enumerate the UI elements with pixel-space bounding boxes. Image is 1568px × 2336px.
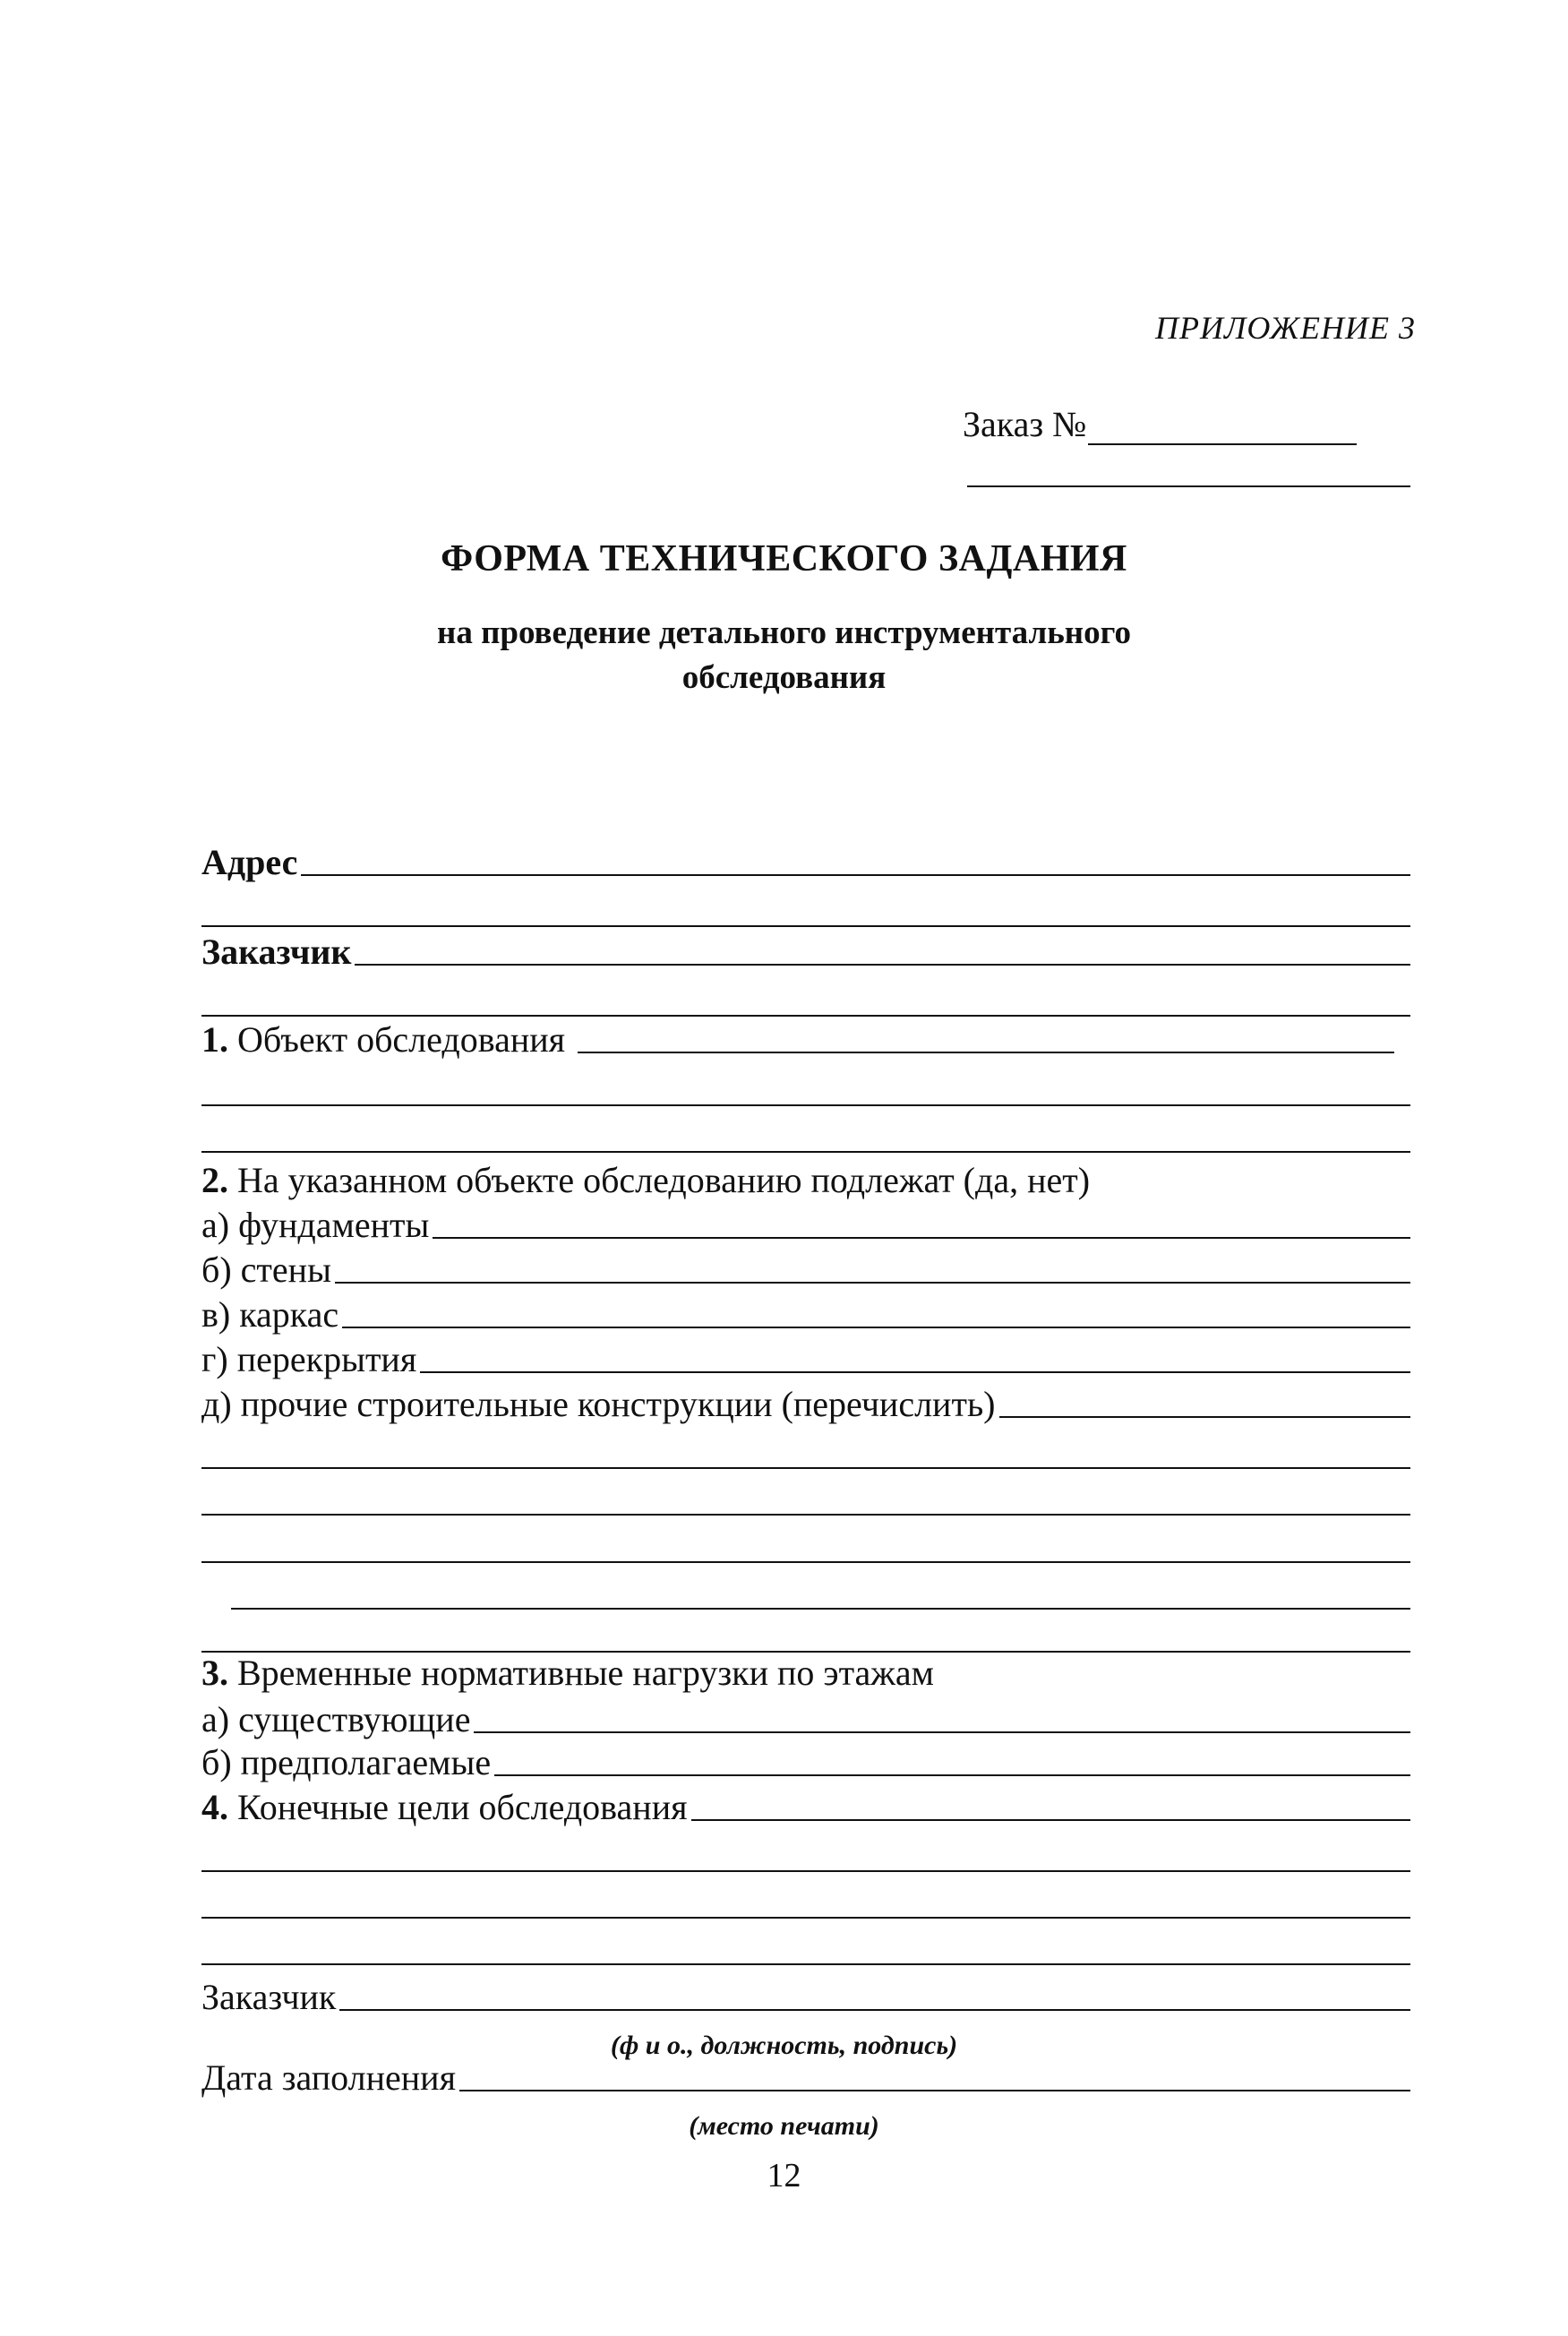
other-structures-field[interactable] [999,1416,1410,1418]
order-number-extra-line[interactable] [967,485,1410,487]
date-label: Дата заполнения [201,2057,456,2098]
section-3-heading [201,1653,1410,1694]
section-3-number: 3. [201,1653,228,1693]
signature-customer-label: Заказчик [201,1977,337,2017]
section-1-line-2[interactable] [201,1104,1410,1106]
customer-extra-line[interactable] [201,1015,1410,1017]
appendix-label: ПРИЛОЖЕНИЕ 3 [1155,310,1416,346]
walls-field[interactable] [335,1282,1410,1284]
page-subtitle [0,611,1568,700]
order-number-label: Заказ № [963,404,1087,444]
section-2-heading [201,1160,1410,1201]
date-field[interactable] [459,2090,1410,2091]
section-1-field[interactable] [578,1052,1394,1053]
address-row [201,842,1410,883]
customer-label: Заказчик [201,932,352,972]
order-number-field[interactable] [1088,408,1357,445]
signature-field[interactable] [339,2009,1410,2011]
section-1-row [201,1019,1410,1061]
customer-row [201,932,1410,973]
other-structures-line-5[interactable] [231,1608,1410,1610]
section-4-number: 4. [201,1787,228,1827]
signature-row [201,1977,1410,2018]
item-label: б) стены [201,1250,331,1290]
section-2-item-d [201,1339,1410,1380]
address-extra-line[interactable] [201,925,1410,927]
page-title: ФОРМА ТЕХНИЧЕСКОГО ЗАДАНИЯ [441,538,1127,580]
order-number-row [963,403,1357,445]
survey-goals-field[interactable] [691,1819,1411,1821]
survey-goals-line-2[interactable] [201,1870,1410,1872]
section-2-item-e [201,1384,1410,1425]
stamp-hint: (место печати) [689,2111,879,2141]
section-4-row [201,1787,1410,1828]
existing-loads-field[interactable] [474,1731,1410,1733]
address-field[interactable] [301,874,1410,876]
section-3-item-a [201,1699,1410,1740]
section-3-item-b [201,1742,1410,1783]
item-label: в) каркас [201,1294,339,1335]
item-label: а) фундаменты [201,1205,430,1245]
other-structures-line-2[interactable] [201,1467,1410,1469]
address-label: Адрес [201,842,298,882]
section-2-item-b [201,1250,1410,1291]
subtitle-line-2: обследования [681,659,887,696]
foundations-field[interactable] [433,1237,1410,1239]
section-1-label: Объект обследования [237,1019,566,1060]
signature-hint: (ф и о., должность, подпись) [610,2031,958,2060]
survey-goals-line-3[interactable] [201,1917,1410,1919]
item-label: г) перекрытия [201,1339,417,1379]
section-2-item-a [201,1205,1410,1246]
section-1-line-3[interactable] [201,1151,1410,1153]
section-4-label: Конечные цели обследования [237,1787,688,1827]
frame-field[interactable] [342,1327,1410,1328]
customer-field[interactable] [355,964,1410,966]
section-2-label: На указанном объекте обследованию подлежат (да, нет) [237,1160,1091,1200]
expected-loads-field[interactable] [494,1774,1410,1776]
page-number: 12 [767,2157,801,2194]
date-row [201,2057,1410,2099]
other-structures-line-4[interactable] [201,1561,1410,1563]
section-2-number: 2. [201,1160,228,1200]
section-2-item-c [201,1294,1410,1335]
other-structures-line-3[interactable] [201,1514,1410,1516]
section-3-label: Временные нормативные нагрузки по этажам [237,1653,934,1693]
item-label: б) предполагаемые [201,1742,492,1782]
subtitle-line-1: на проведение детального инструментального [437,614,1131,651]
survey-goals-line-4[interactable] [201,1963,1410,1965]
item-label: а) существующие [201,1699,471,1739]
section-1-number: 1. [201,1019,228,1060]
item-label: д) прочие строительные конструкции (перечислить) [201,1384,996,1424]
floors-field[interactable] [420,1371,1410,1373]
